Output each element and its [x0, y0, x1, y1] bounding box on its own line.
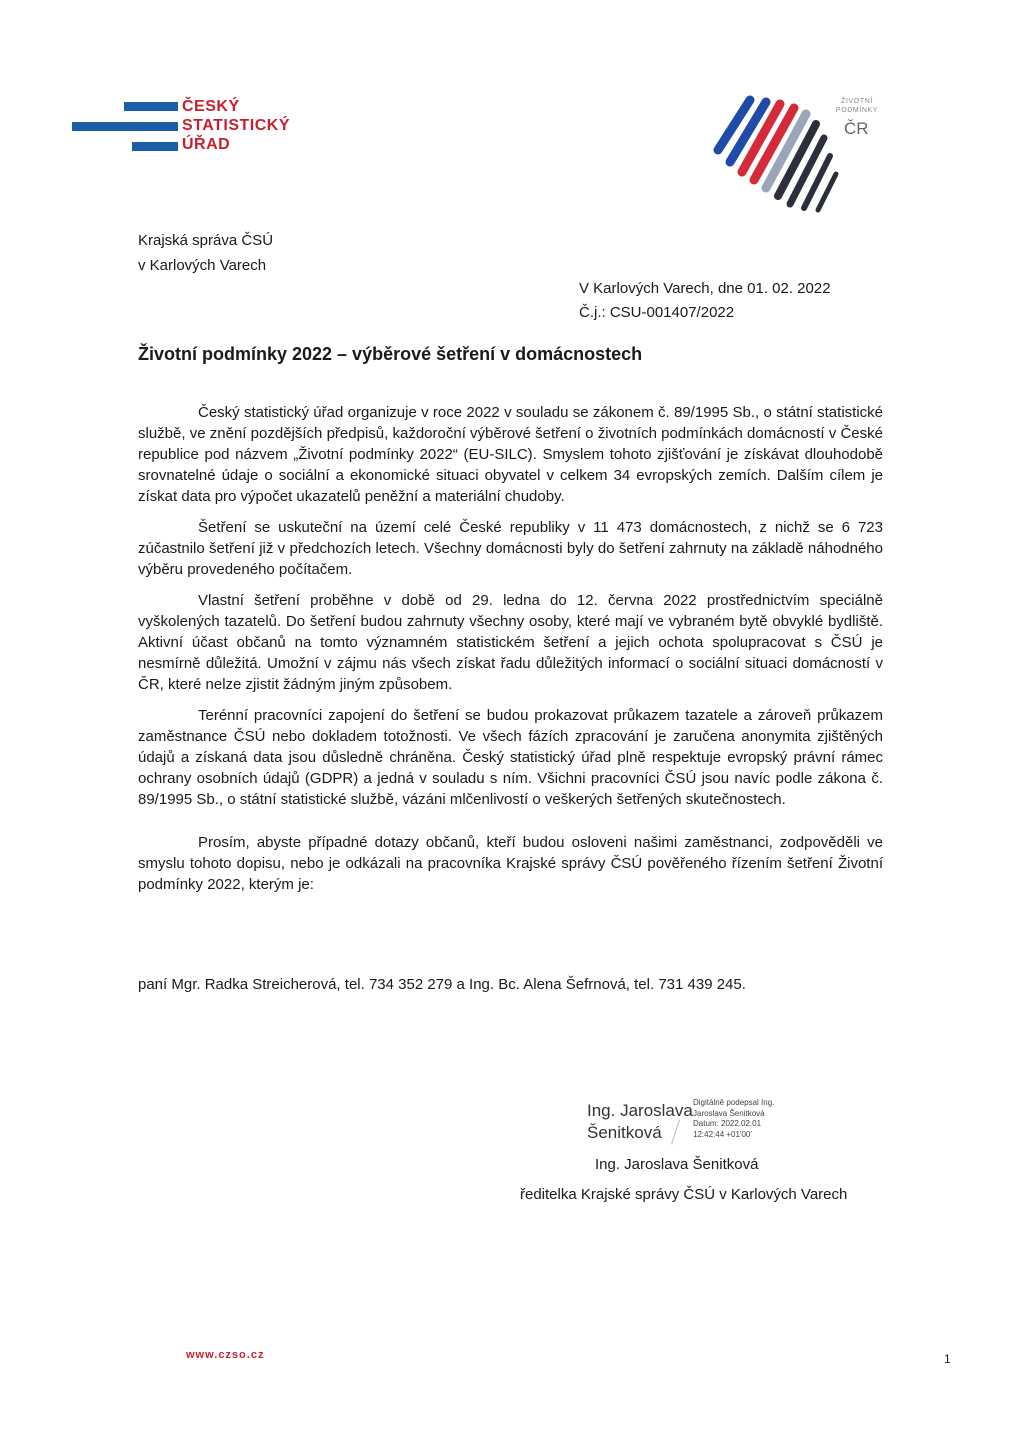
letter-body — [138, 402, 883, 905]
csu-logo — [72, 97, 312, 159]
paragraph: Prosím, abyste případné dotazy občanů, kteří budou osloveni našimi zaměstnanci, zodpověděli ve smyslu tohoto dopisu, nebo je odkázali na pracovníka Krajské správy ČSÚ pověřeného řízením šetření Životní podmínky 2022, kterým je: — [138, 834, 883, 893]
survey-logo-cr: ČR — [844, 119, 869, 138]
signature-meta-1: Digitálně podepsal Ing. — [693, 1098, 775, 1107]
survey-logo-stripes — [700, 88, 850, 213]
signature-meta-4: 12:42:44 +01'00' — [693, 1129, 752, 1139]
logo-text — [182, 97, 290, 154]
signature-name-line-1: Ing. Jaroslava — [587, 1101, 693, 1120]
paragraph: Český statistický úřad organizuje v roce 2022 v souladu se zákonem č. 89/1995 Sb., o státní statistické službě, ve znění pozdějších předpisů, každoroční výběrové šetření o životních podmínkách domácností v České republice pod názvem „Životní podmínky 2022“ (EU-SILC). Smyslem tohoto zjišťování je získávat dlouhodobě srovnatelné údaje o sociální a ekonomické situaci obyvatel v celkem 34 evropských zemích. Dalším cílem je získat data pro výpočet ukazatelů peněžní a materiální chudoby. — [138, 404, 883, 505]
logo-bar — [72, 122, 178, 131]
logo-bar — [132, 142, 178, 151]
survey-logo-line-2: PODMÍNKY — [835, 107, 879, 114]
paragraph: Terénní pracovníci zapojení do šetření se budou prokazovat průkazem tazatele a zároveň průkazem zaměstnance ČSÚ nebo dokladem totožnosti. Ve všech fázích zpracování je zaručena anonymita zjištěných údajů a získaná data jsou důsledně chráněna. Český statistický úřad plně respektuje evropský právní rámec ochrany osobních údajů (GDPR) a jedná v souladu s ním. Všichni pracovníci ČSÚ jsou navíc podle zákona č. 89/1995 Sb., o státní statistické službě, vázáni mlčenlivostí o veškerých šetřených skutečnostech. — [138, 707, 883, 808]
survey-logo-text — [832, 97, 882, 115]
signature-name-line-2: Šenitková — [587, 1123, 662, 1142]
signature-divider — [671, 1119, 680, 1144]
survey-logo — [700, 88, 890, 213]
survey-logo-line-1: ŽIVOTNÍ — [841, 98, 873, 105]
letter-title: Životní podmínky 2022 – výběrové šetření v domácnostech — [138, 344, 643, 364]
logo-line-2: STATISTICKÝ — [182, 117, 291, 134]
signature-meta-3: Datum: 2022.02.01 — [693, 1119, 762, 1128]
signatory-name: Ing. Jaroslava Šenitková — [595, 1156, 759, 1173]
signatory-role: ředitelka Krajské správy ČSÚ v Karlových Varech — [520, 1186, 848, 1203]
digital-signature — [587, 1097, 887, 1149]
logo-line-3: ÚŘAD — [182, 136, 231, 153]
sender-line-2: v Karlových Varech — [138, 257, 267, 274]
paragraph: Šetření se uskuteční na území celé České republiky v 11 473 domácnostech, z nichž se 6 723 zúčastnilo šetření již v předchozích letech. Všechny domácnosti byly do šetření zahrnuty na základě náhodného výběru provedeného počítačem. — [138, 519, 883, 578]
footer-website: www.czso.cz — [186, 1349, 265, 1361]
signature-metadata — [693, 1098, 774, 1140]
logo-line-1: ČESKÝ — [182, 98, 240, 115]
sender-line-1: Krajská správa ČSÚ — [138, 232, 274, 249]
signature-meta-2: Jaroslava Šenitková — [693, 1108, 765, 1118]
page-number: 1 — [944, 1352, 951, 1366]
date-reference-block — [579, 277, 831, 325]
reference-number: Č.j.: CSU-001407/2022 — [579, 304, 735, 321]
sender-address — [138, 228, 273, 278]
date-line: V Karlových Varech, dne 01. 02. 2022 — [579, 280, 831, 297]
logo-bar — [124, 102, 178, 111]
contact-persons: paní Mgr. Radka Streicherová, tel. 734 352 279 a Ing. Bc. Alena Šefrnová, tel. 731 439 245. — [138, 976, 746, 993]
paragraph: Vlastní šetření proběhne v době od 29. ledna do 12. června 2022 prostřednictvím speciálně vyškolených tazatelů. Do šetření budou zahrnuty všechny osoby, které mají ve vybraném bytě obvyklé bydliště. Aktivní účast občanů na tomto významném statistickém šetření a jejich ochota spolupracovat s ČSÚ je nesmírně důležitá. Umožní v zájmu nás všech získat řadu důležitých informací o sociální situaci domácností v ČR, které nelze zjistit žádným jiným způsobem. — [138, 592, 883, 693]
